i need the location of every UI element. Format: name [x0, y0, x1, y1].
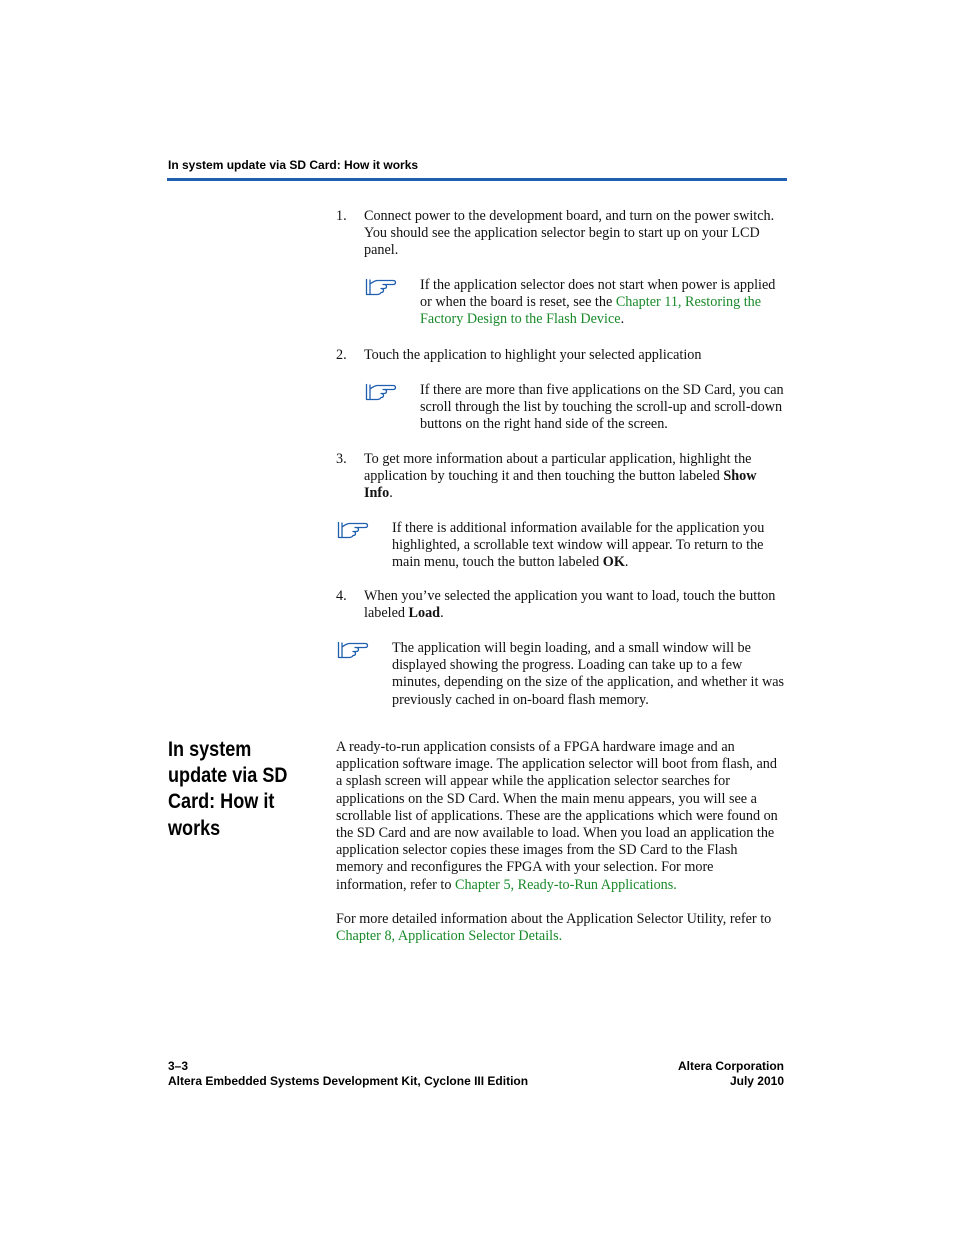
chapter-11-link[interactable]: Chapter 11, Restoring the Factory Design to the Flash Device — [420, 294, 762, 328]
chapter-5-link[interactable]: Chapter 5, Ready-to-Run Applications. — [454, 876, 677, 893]
book-title: Altera Embedded Systems Development Kit, Cyclone III Edition — [168, 1074, 529, 1088]
step-1 — [336, 208, 786, 260]
note-4 — [336, 640, 786, 710]
company-name: Altera Corporation — [677, 1059, 784, 1073]
step-number: 1. — [336, 208, 347, 224]
step-text: When you’ve selected the application you want to load, touch the button labeled Load. — [364, 588, 776, 622]
note-text: The application will begin loading, and a small window will be displayed showing the progress. Loading can take up to a few minutes, depending on the size of the application, and whether it was previously cached in on-board flash memory. — [392, 640, 785, 708]
step-text: Touch the application to highlight your selected application — [364, 347, 702, 363]
pointing-hand-icon — [336, 520, 370, 540]
step-number: 3. — [336, 451, 347, 467]
step-2 — [336, 347, 786, 365]
ok-label: OK — [602, 554, 625, 571]
step-number: 2. — [336, 347, 347, 363]
note-2 — [364, 382, 786, 434]
load-label: Load — [408, 605, 441, 622]
step-3 — [336, 451, 786, 503]
note-text: If the application selector does not start when power is applied or when the board is reset, see the Chapter 11, Restoring the Factory Design to the Flash Device. — [420, 277, 776, 328]
step-text: To get more information about a particular application, highlight the application by touching it and then touching the button labeled Show Info. — [364, 451, 757, 502]
page-number: 3–3 — [168, 1059, 189, 1073]
pointing-hand-icon — [364, 382, 398, 402]
show-info-label: Show Info — [364, 468, 757, 502]
step-4 — [336, 588, 786, 623]
section-heading: In system update via SD Card: How it works — [168, 738, 288, 840]
note-1 — [364, 277, 786, 329]
note-text: If there are more than five applications on the SD Card, you can scroll through the list by touching the scroll-up and scroll-down buttons on the right hand side of the screen. — [420, 382, 784, 433]
pointing-hand-icon — [364, 277, 398, 297]
footer-left — [168, 1059, 528, 1089]
step-number: 4. — [336, 588, 347, 604]
header-rule — [167, 178, 787, 181]
chapter-8-link[interactable]: Chapter 8, Application Selector Details. — [336, 928, 563, 945]
step-text: Connect power to the development board, and turn on the power switch. You should see the application selector begin to start up on your LCD panel. — [364, 208, 775, 259]
section-paragraph-2: For more detailed information about the Application Selector Utility, refer to Chapter 8, Application Selector Details. — [336, 911, 772, 945]
note-3 — [336, 520, 786, 572]
note-text: If there is additional information available for the application you highlighted, a scrollable text window will appear. To return to the main menu, touch the button labeled OK. — [392, 520, 765, 571]
pointing-hand-icon — [336, 640, 370, 660]
footer-right — [678, 1059, 784, 1089]
running-head: In system update via SD Card: How it works — [168, 158, 419, 172]
section-paragraph-1: A ready-to-run application consists of a FPGA hardware image and an application software image. The application selector will boot from flash, and a splash screen will appear while the application selector searches for applications on the SD Card. When the main menu appears, you will see a scrollable list of applications. These are the applications which were found on the SD Card and are now available to load. When you load an application the application selector copies these images from the SD Card to the Flash memory and reconfigures the FPGA with your selection. For more information, refer to Chapter 5, Ready-to-Run Applications. — [336, 739, 778, 893]
publication-date: July 2010 — [729, 1074, 784, 1088]
